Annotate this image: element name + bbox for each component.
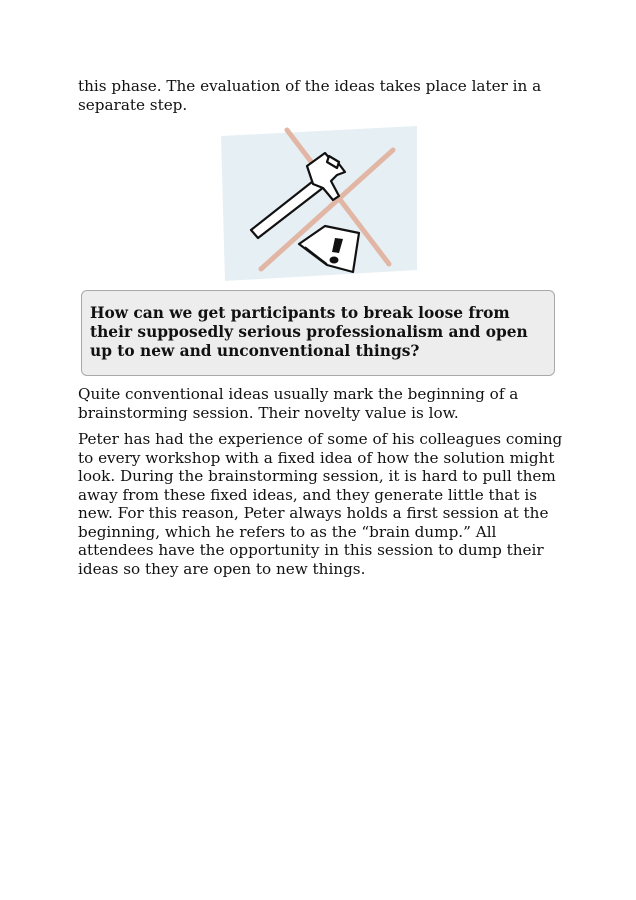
intro-paragraph: this phase. The evaluation of the ideas takes place later in a separate step.: [78, 77, 542, 114]
brain-dump-paragraph: Peter has had the experience of some of his colleagues coming to every workshop with a fixed idea of how the solution might look. During the brainstorming session, it is hard to pull them away from these fixed ideas, and they generate little that is new. For this reason, Peter always holds a first session at the beginning, which he refers to as the “brain dump.” All attendees have the opportunity in this session to dump their ideas so they are open to new things.: [78, 430, 563, 578]
hammer-crossed-out-illustration: [221, 126, 417, 281]
callout-question: How can we get participants to break loose from their supposedly serious professionalism and open up to new and unconventional things?: [90, 304, 528, 360]
hammer-crossed-out-icon: [221, 126, 417, 281]
conventional-ideas-paragraph: Quite conventional ideas usually mark the beginning of a brainstorming session. Their novelty value is low.: [78, 385, 519, 422]
question-callout-box: [81, 290, 555, 376]
